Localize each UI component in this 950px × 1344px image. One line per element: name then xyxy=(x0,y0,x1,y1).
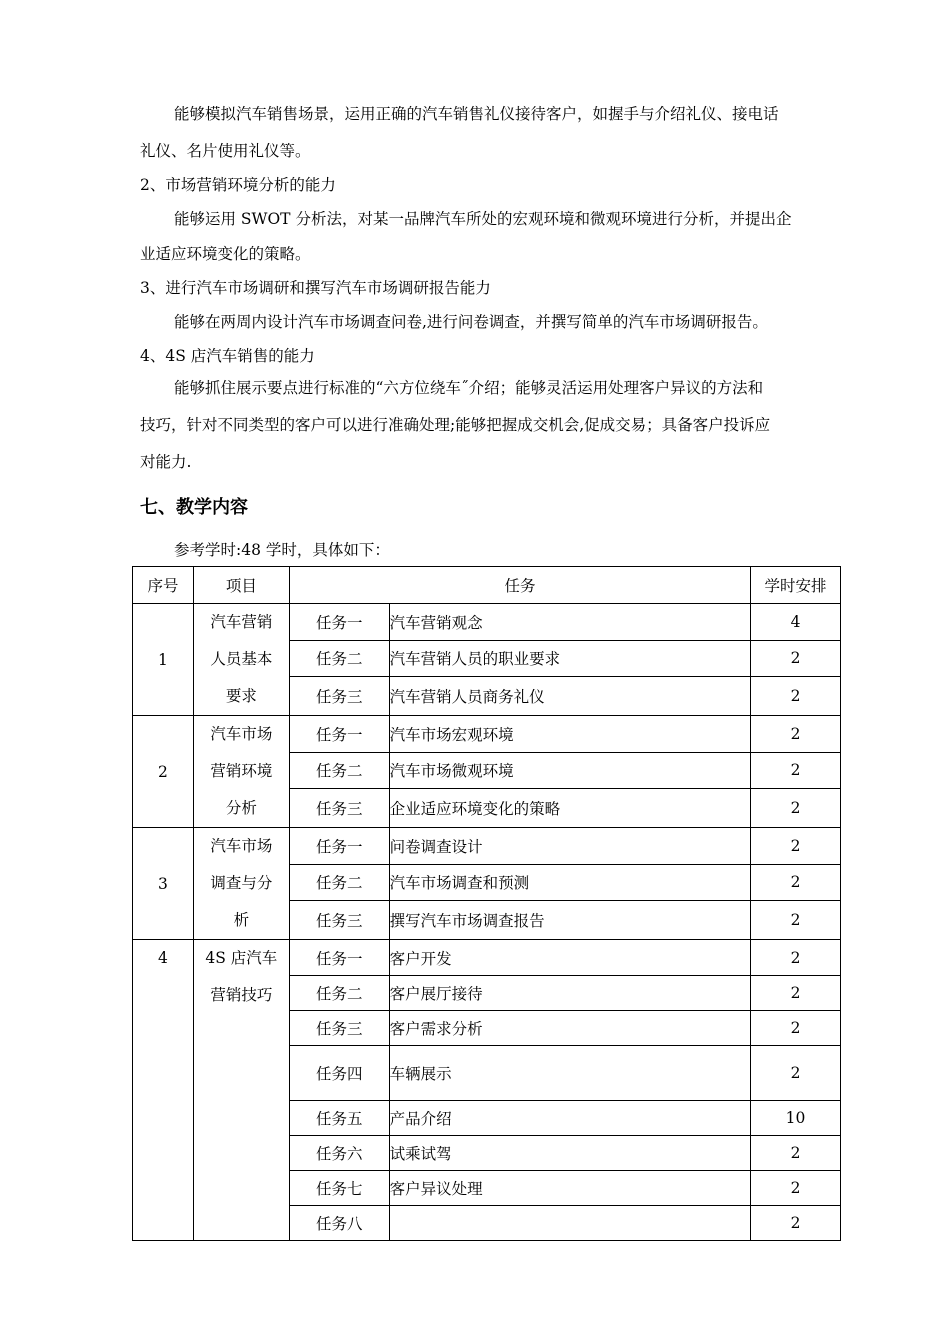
table-row xyxy=(133,940,841,976)
project-line: 营销技巧 xyxy=(210,986,273,1004)
task-hours: 2 xyxy=(751,864,841,901)
task-hours: 2 xyxy=(751,752,841,789)
task-label: 任务三 xyxy=(289,1011,389,1046)
task-name xyxy=(389,1206,750,1241)
group-number: 3 xyxy=(133,828,194,940)
task-label: 任务五 xyxy=(289,1101,389,1136)
task-label: 任务三 xyxy=(289,901,389,940)
header-no: 序号 xyxy=(133,567,194,604)
project-cell xyxy=(193,828,289,940)
task-name: 试乘试驾 xyxy=(389,1136,750,1171)
project-line: 汽车市场 xyxy=(210,837,273,855)
task-label: 任务二 xyxy=(289,864,389,901)
task-hours: 2 xyxy=(751,976,841,1011)
task-label: 任务一 xyxy=(289,604,389,641)
group-number: 4 xyxy=(133,940,194,1241)
project-line: 4S 店汽车 xyxy=(205,949,278,967)
task-label: 任务一 xyxy=(289,940,389,976)
project-cell xyxy=(193,940,289,1241)
project-cell xyxy=(193,716,289,828)
header-task: 任务 xyxy=(289,567,750,604)
task-label: 任务三 xyxy=(289,789,389,828)
table-row xyxy=(133,716,841,753)
task-label: 任务二 xyxy=(289,976,389,1011)
project-line: 汽车营销 xyxy=(210,613,273,631)
project-line: 要求 xyxy=(225,687,257,705)
subheading-line: 4、4S 店汽车销售的能力 xyxy=(140,347,315,365)
task-name: 客户异议处理 xyxy=(389,1171,750,1206)
teaching-content-table xyxy=(132,566,841,1241)
task-hours: 2 xyxy=(751,940,841,976)
paragraph-line: 能够在两周内设计汽车市场调查问卷,进行问卷调查，并撰写简单的汽车市场调研报告。 xyxy=(174,313,768,331)
task-label: 任务四 xyxy=(289,1046,389,1101)
paragraph-line: 业适应环境变化的策略。 xyxy=(140,245,311,263)
task-hours: 2 xyxy=(751,1011,841,1046)
project-line: 分析 xyxy=(225,799,257,817)
task-hours: 2 xyxy=(751,828,841,865)
task-label: 任务六 xyxy=(289,1136,389,1171)
task-label: 任务一 xyxy=(289,828,389,865)
paragraph-line: 对能力. xyxy=(140,453,192,471)
task-hours: 2 xyxy=(751,716,841,753)
task-hours: 2 xyxy=(751,1206,841,1241)
table-row xyxy=(133,604,841,641)
task-name: 产品介绍 xyxy=(389,1101,750,1136)
task-name: 客户需求分析 xyxy=(389,1011,750,1046)
task-label: 任务八 xyxy=(289,1206,389,1241)
header-project: 项目 xyxy=(193,567,289,604)
task-name: 车辆展示 xyxy=(389,1046,750,1101)
paragraph-line: 礼仪、名片使用礼仪等。 xyxy=(140,142,311,160)
task-name: 汽车营销人员商务礼仪 xyxy=(389,677,750,716)
section-heading: 七、教学内容 xyxy=(140,497,248,518)
task-hours: 2 xyxy=(751,1171,841,1206)
paragraph-line: 能够模拟汽车销售场景，运用正确的汽车销售礼仪接待客户，如握手与介绍礼仪、接电话 xyxy=(174,105,779,123)
paragraph-line: 能够抓住展示要点进行标准的“六方位绕车˝介绍；能够灵活运用处理客户异议的方法和 xyxy=(174,379,764,397)
task-label: 任务二 xyxy=(289,752,389,789)
project-cell xyxy=(193,604,289,716)
task-hours: 2 xyxy=(751,640,841,677)
task-name: 客户开发 xyxy=(389,940,750,976)
task-hours: 2 xyxy=(751,789,841,828)
subheading-line: 3、进行汽车市场调研和撰写汽车市场调研报告能力 xyxy=(140,279,491,297)
task-name: 汽车市场宏观环境 xyxy=(389,716,750,753)
task-hours: 10 xyxy=(751,1101,841,1136)
task-hours: 2 xyxy=(751,901,841,940)
project-line: 人员基本 xyxy=(210,650,273,668)
task-name: 汽车营销观念 xyxy=(389,604,750,641)
project-line: 营销环境 xyxy=(210,762,273,780)
group-number: 1 xyxy=(133,604,194,716)
task-name: 汽车市场调查和预测 xyxy=(389,864,750,901)
task-hours: 4 xyxy=(751,604,841,641)
task-label: 任务七 xyxy=(289,1171,389,1206)
task-name: 问卷调查设计 xyxy=(389,828,750,865)
group-number: 2 xyxy=(133,716,194,828)
task-name: 汽车市场微观环境 xyxy=(389,752,750,789)
task-name: 企业适应环境变化的策略 xyxy=(389,789,750,828)
project-line: 调查与分 xyxy=(210,874,273,892)
paragraph-line: 技巧，针对不同类型的客户可以进行准确处理;能够把握成交机会,促成交易；具备客户投诉应 xyxy=(140,416,771,434)
task-hours: 2 xyxy=(751,677,841,716)
task-label: 任务二 xyxy=(289,640,389,677)
paragraph-line: 能够运用 SWOT 分析法，对某一品牌汽车所处的宏观环境和微观环境进行分析，并提出企 xyxy=(174,210,792,228)
task-hours: 2 xyxy=(751,1136,841,1171)
task-name: 客户展厅接待 xyxy=(389,976,750,1011)
task-label: 任务一 xyxy=(289,716,389,753)
header-hours: 学时安排 xyxy=(751,567,841,604)
project-line: 析 xyxy=(233,911,250,929)
task-name: 撰写汽车市场调查报告 xyxy=(389,901,750,940)
subheading-line: 2、市场营销环境分析的能力 xyxy=(140,176,336,194)
task-hours: 2 xyxy=(751,1046,841,1101)
task-name: 汽车营销人员的职业要求 xyxy=(389,640,750,677)
task-label: 任务三 xyxy=(289,677,389,716)
project-line: 汽车市场 xyxy=(210,725,273,743)
table-intro: 参考学时:48 学时，具体如下： xyxy=(174,541,390,559)
table-header-row xyxy=(133,567,841,604)
table-row xyxy=(133,828,841,865)
